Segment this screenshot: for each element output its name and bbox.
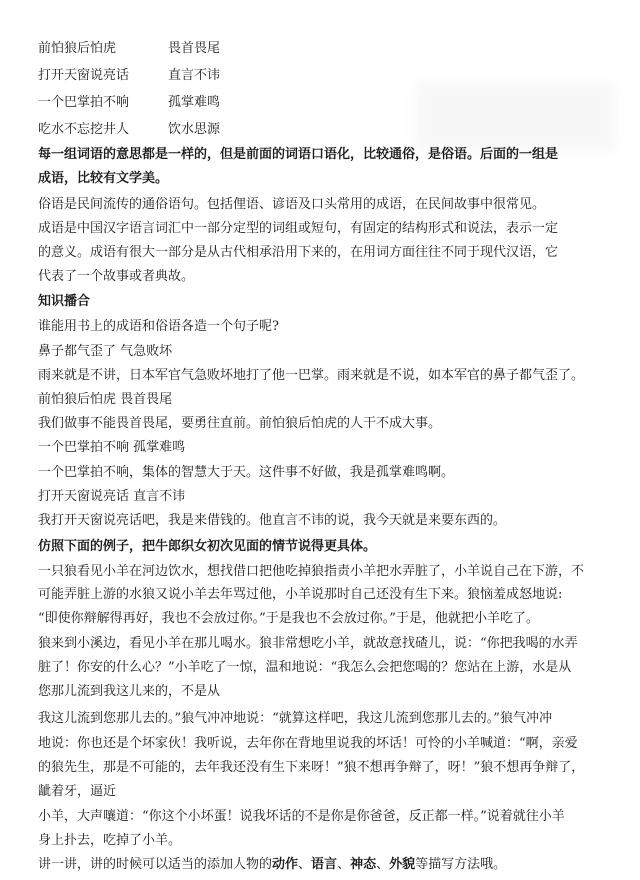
keyword-language: 语言 xyxy=(311,857,338,872)
idiom-pair xyxy=(38,123,220,136)
idiom-phrase: 畏首畏尾 xyxy=(168,41,221,56)
colloquial-phrase: 一个巴掌拍不响 xyxy=(38,95,130,110)
story-line: 地说：你也还是个坏家伙！我听说，去年你在背地里说我的坏话！可怜的小羊喊道：“啊，亲爱 xyxy=(38,736,578,751)
story-line: 龇着牙，逼近 xyxy=(38,784,117,799)
exercise-line: 雨来就是不讲，日本军官气急败坏地打了他一巴掌。雨来就是不说，如本军官的鼻子都气歪了。 xyxy=(38,368,585,383)
idiom-phrase: 直言不讳 xyxy=(168,68,221,83)
intro-line: 成语，比较有文学美。 xyxy=(38,171,169,186)
colloquial-phrase: 打开天窗说亮话 xyxy=(38,68,130,83)
definition-line: 的意义。成语有很大一部分是从古代相承沿用下来的，在用词方面往往不同于现代汉语，它 xyxy=(38,245,559,260)
final-instruction xyxy=(38,858,506,871)
story-title: 仿照下面的例子，把牛郎织女初次见面的情节说得更具体。 xyxy=(38,539,377,554)
story-line: 您那儿流到我这儿来的，不是从 xyxy=(38,684,221,699)
story-line: 我这儿流到您那儿去的。”狼气冲冲地说：“就算这样吧，我这儿流到您那儿去的。”狼气冲冲 xyxy=(38,711,552,726)
exercise-line: 前怕狼后怕虎 畏首畏尾 xyxy=(38,392,173,407)
keyword-action: 动作 xyxy=(272,857,299,872)
story-line: 的狼先生，那是不可能的，去年我还没有生下来呀！”狼不想再争辩了，呀！”狼不想再争辩了， xyxy=(38,760,585,775)
idiom-phrase: 饮水思源 xyxy=(168,122,221,137)
definition-line: 俗语是民间流传的通俗语句。包括俚语、谚语及口头常用的成语，在民间故事中很常见。 xyxy=(38,197,546,212)
story-line: 狼来到小溪边，看见小羊在那儿喝水。狼非常想吃小羊，就故意找碴儿，说：“你把我喝的水弄 xyxy=(38,636,578,651)
intro-line: 每一组词语的意思都是一样的，但是前面的词语口语化，比较通俗，是俗语。后面的一组是 xyxy=(38,147,559,162)
story-line: 身上扑去，吃掉了小羊。 xyxy=(38,833,182,848)
exercise-line: 鼻子都气歪了 气急败坏 xyxy=(38,344,173,359)
background-smudge xyxy=(415,82,615,152)
exercise-line: 谁能用书上的成语和俗语各造一个句子呢? xyxy=(38,319,279,334)
keyword-expression: 神态 xyxy=(350,857,377,872)
story-line: 可能弄脏上游的水狼又说小羊去年骂过他，小羊说那时自己还没有生下来。狼恼羞成怒地说: xyxy=(38,587,563,602)
story-line: 小羊，大声嚷道：“你这个小坏蛋！说我坏话的不是你是你爸爸，反正都一样。”说着就往小羊 xyxy=(38,809,565,824)
definition-line: 代表了一个故事或者典故。 xyxy=(38,269,195,284)
keyword-appearance: 外貌 xyxy=(389,857,416,872)
idiom-pair xyxy=(38,69,220,82)
idiom-pair xyxy=(38,42,220,55)
story-line: “即使你辩解得再好，我也不会放过你。”于是我也不会放过你。”于是，他就把小羊吃了。 xyxy=(38,611,539,626)
idiom-pair xyxy=(38,96,220,109)
exercise-line: 一个巴掌拍不响，集体的智慧大于天。这件事不好做，我是孤掌难鸣啊。 xyxy=(38,465,455,480)
story-line: 一只狼看见小羊在河边饮水，想找借口把他吃掉狼指责小羊把水弄脏了，小羊说自己在下游，不 xyxy=(38,564,585,579)
colloquial-phrase: 前怕狼后怕虎 xyxy=(38,41,117,56)
section-title: 知识播合 xyxy=(38,294,91,309)
idiom-phrase: 孤掌难鸣 xyxy=(168,95,221,110)
exercise-line: 我打开天窗说亮话吧，我是来借钱的。他直言不讳的说，我今天就是来要东西的。 xyxy=(38,513,507,528)
separator: 、 xyxy=(298,857,312,872)
separator: 、 xyxy=(337,857,351,872)
exercise-line: 一个巴掌拍不响 孤掌难鸣 xyxy=(38,440,186,455)
story-line: 脏了！你安的什么心？”小羊吃了一惊，温和地说：“我怎么会把您喝的？您站在上游，水是从 xyxy=(38,660,572,675)
exercise-line: 打开天窗说亮话 直言不讳 xyxy=(38,489,186,504)
definition-line: 成语是中国汉字语言词汇中一部分定型的词组或短句，有固定的结构形式和说法，表示一定 xyxy=(38,221,559,236)
exercise-line: 我们做事不能畏首畏尾，要勇往直前。前怕狼后怕虎的人干不成大事。 xyxy=(38,416,442,431)
separator: 、 xyxy=(376,857,390,872)
instruction-text: 等描写方法哦。 xyxy=(415,857,507,872)
colloquial-phrase: 吃水不忘挖井人 xyxy=(38,122,130,137)
instruction-text: 讲一讲，讲的时候可以适当的添加人物的 xyxy=(38,857,273,872)
